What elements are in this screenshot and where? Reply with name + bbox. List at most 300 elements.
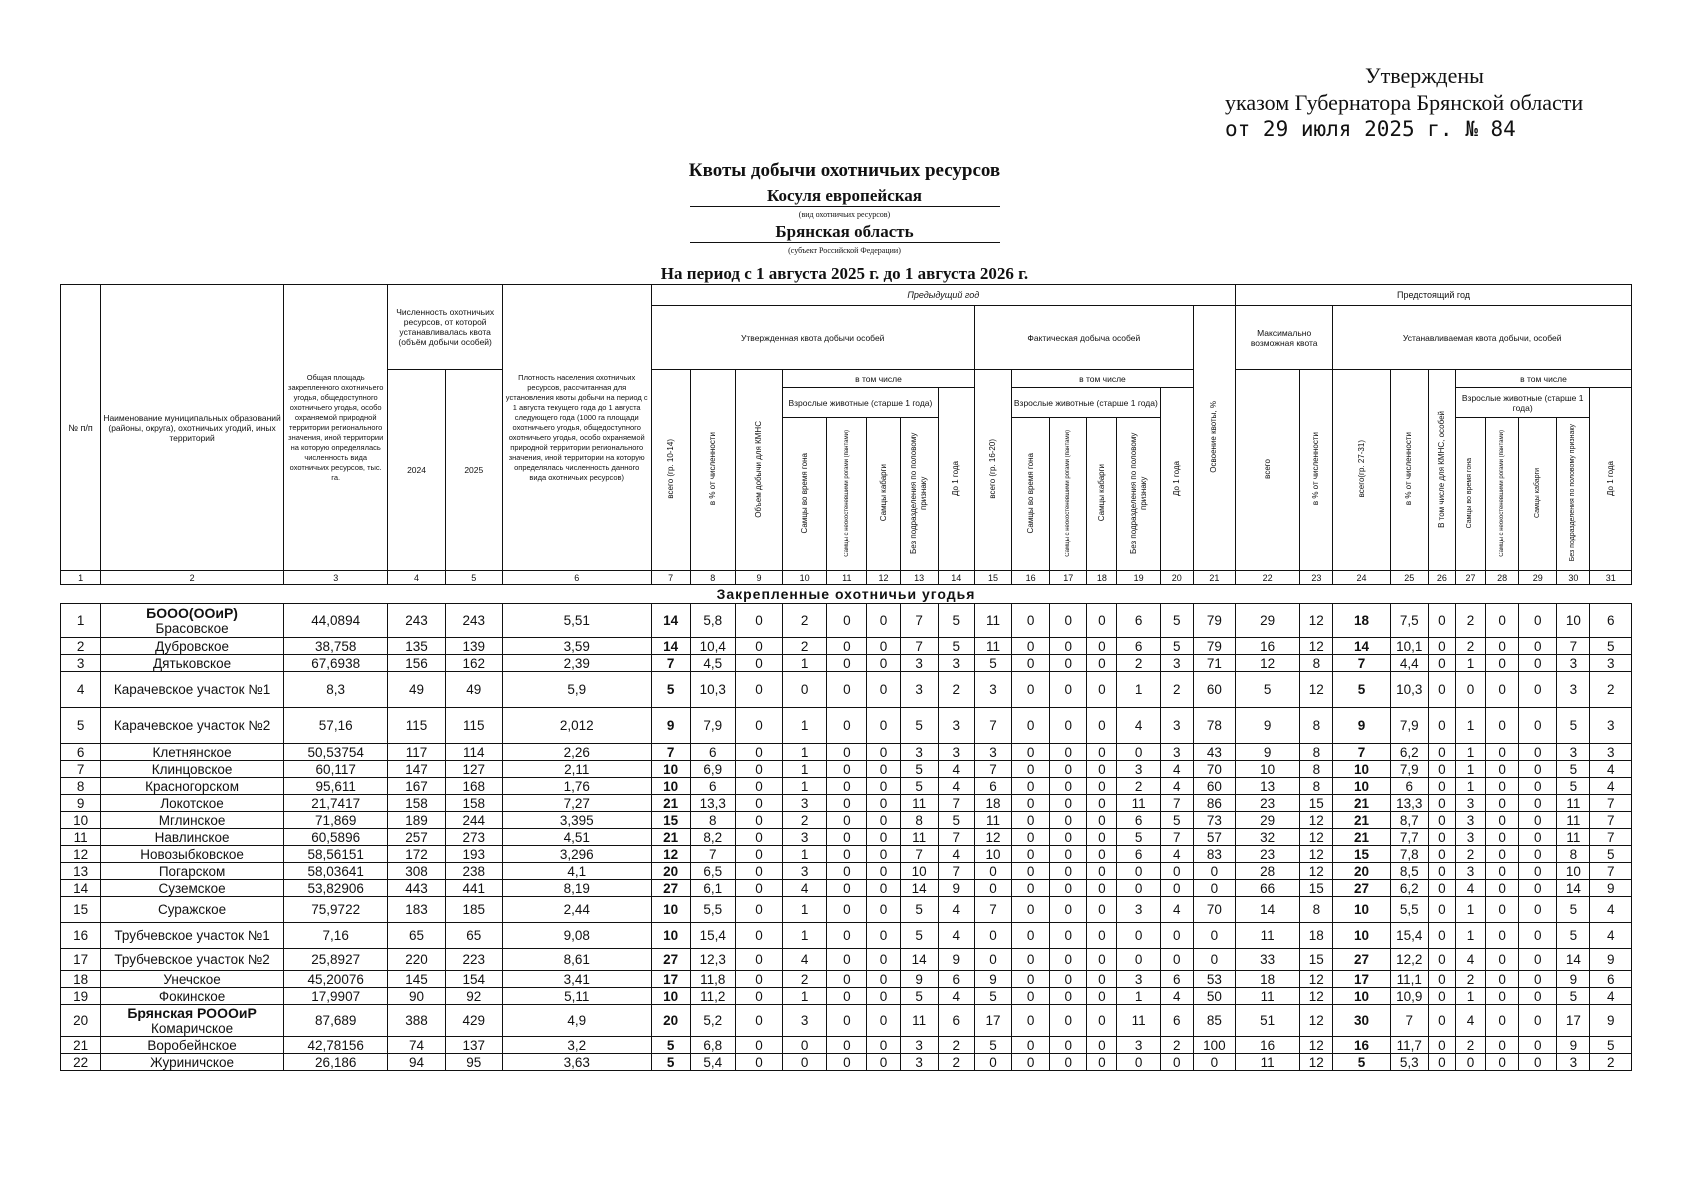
territory-name	[101, 761, 284, 778]
cell-col-4: 172	[388, 846, 445, 863]
cell-col-25: 8,7	[1390, 812, 1428, 829]
cell-col-29: 0	[1519, 1037, 1557, 1054]
cell-col-26: 0	[1428, 880, 1455, 897]
cell-col-28: 0	[1486, 949, 1519, 971]
cell-col-7: 21	[651, 829, 690, 846]
cell-col-21: 100	[1193, 1037, 1235, 1054]
cell-col-16: 0	[1012, 897, 1050, 923]
cell-col-3: 50,53754	[283, 744, 387, 761]
column-number: 16	[1012, 571, 1050, 585]
cell-col-12: 0	[867, 949, 900, 971]
cell-col-7: 10	[651, 761, 690, 778]
prev-year-header: Предыдущий год	[651, 285, 1235, 306]
cell-col-9: 0	[735, 744, 782, 761]
territory-label: Клинцовское	[151, 761, 233, 777]
cell-col-3: 26,186	[283, 1054, 387, 1071]
cell-col-5: 244	[445, 812, 502, 829]
cell-col-24: 9	[1333, 708, 1390, 744]
territory-name	[101, 897, 284, 923]
c24-header: всего(гр. 27-31)	[1333, 370, 1390, 571]
cell-col-14: 2	[938, 672, 974, 708]
cell-col-31: 6	[1590, 971, 1632, 988]
cell-col-8: 6	[690, 744, 735, 761]
cell-col-14: 7	[938, 829, 974, 846]
cell-col-15: 7	[974, 708, 1011, 744]
cell-col-9: 0	[735, 846, 782, 863]
cell-col-18: 0	[1087, 638, 1117, 655]
cell-col-25: 10,9	[1390, 988, 1428, 1005]
cell-col-19: 3	[1117, 897, 1160, 923]
cell-col-24: 21	[1333, 812, 1390, 829]
cell-col-11: 0	[827, 880, 867, 897]
cell-col-18: 0	[1087, 1054, 1117, 1071]
cell-col-25: 10,1	[1390, 638, 1428, 655]
column-number: 20	[1160, 571, 1193, 585]
column-number: 22	[1235, 571, 1299, 585]
cell-col-1: 18	[61, 971, 101, 988]
cell-col-28: 0	[1486, 744, 1519, 761]
cell-col-5: 158	[445, 795, 502, 812]
cell-col-22: 23	[1235, 795, 1299, 812]
cell-col-21: 57	[1193, 829, 1235, 846]
cell-col-19: 6	[1117, 638, 1160, 655]
cell-col-23: 12	[1300, 812, 1333, 829]
document-title: Квоты добычи охотничьих ресурсов	[688, 160, 1001, 181]
cell-col-3: 87,689	[283, 1005, 387, 1037]
cell-col-23: 12	[1300, 829, 1333, 846]
cell-col-21: 78	[1193, 708, 1235, 744]
cell-col-3: 21,7417	[283, 795, 387, 812]
cell-col-1: 5	[61, 708, 101, 744]
cell-col-25: 7,9	[1390, 708, 1428, 744]
cell-col-28: 0	[1486, 988, 1519, 1005]
cell-col-30: 9	[1557, 1037, 1590, 1054]
territory-label: Воробейнское	[147, 1037, 237, 1053]
table-row	[61, 655, 1632, 672]
cell-col-8: 6,1	[690, 880, 735, 897]
column-number: 2	[101, 571, 284, 585]
table-row	[61, 708, 1632, 744]
cell-col-10: 1	[783, 744, 827, 761]
cell-col-15: 11	[974, 604, 1011, 638]
cell-col-20: 4	[1160, 897, 1193, 923]
cell-col-31: 9	[1590, 880, 1632, 897]
cell-col-15: 0	[974, 880, 1011, 897]
cell-col-15: 0	[974, 923, 1011, 949]
cell-col-8: 8	[690, 812, 735, 829]
cell-col-5: 114	[445, 744, 502, 761]
cell-col-16: 0	[1012, 638, 1050, 655]
cell-col-4: 257	[388, 829, 445, 846]
cell-col-6: 9,08	[502, 923, 651, 949]
cell-col-10: 0	[783, 672, 827, 708]
cell-col-17: 0	[1050, 655, 1087, 672]
table-row	[61, 812, 1632, 829]
cell-col-30: 8	[1557, 846, 1590, 863]
column-number: 12	[867, 571, 900, 585]
cell-col-20: 3	[1160, 744, 1193, 761]
cell-col-14: 3	[938, 744, 974, 761]
cell-col-19: 2	[1117, 655, 1160, 672]
cell-col-29: 0	[1519, 812, 1557, 829]
territory-name	[101, 829, 284, 846]
cell-col-9: 0	[735, 829, 782, 846]
cell-col-14: 5	[938, 604, 974, 638]
cell-col-14: 2	[938, 1037, 974, 1054]
cell-col-7: 5	[651, 1054, 690, 1071]
section-row	[61, 585, 1632, 604]
cell-col-23: 15	[1300, 795, 1333, 812]
cell-col-23: 12	[1300, 672, 1333, 708]
cell-col-24: 27	[1333, 880, 1390, 897]
column-number: 26	[1428, 571, 1455, 585]
cell-col-20: 7	[1160, 829, 1193, 846]
adults-header-c: Взрослые животные (старше 1 года)	[1455, 388, 1590, 418]
territory-label: Трубчевское участок №1	[114, 928, 270, 943]
cell-col-27: 2	[1455, 1037, 1485, 1054]
cell-col-18: 0	[1087, 778, 1117, 795]
cell-col-20: 4	[1160, 778, 1193, 795]
next-year-header: Предстоящий год	[1235, 285, 1631, 306]
territory-label: Суземское	[158, 880, 226, 896]
cell-col-19: 5	[1117, 829, 1160, 846]
column-number: 15	[974, 571, 1011, 585]
cell-col-27: 1	[1455, 655, 1485, 672]
cell-col-17: 0	[1050, 949, 1087, 971]
c11-header: Самцы с неокостеневшими рогами (пантами)	[827, 418, 867, 571]
cell-col-24: 27	[1333, 949, 1390, 971]
cell-col-6: 3,63	[502, 1054, 651, 1071]
cell-col-5: 92	[445, 988, 502, 1005]
territory-label: Унечское	[163, 971, 221, 987]
cell-col-4: 158	[388, 795, 445, 812]
cell-col-30: 10	[1557, 604, 1590, 638]
cell-col-15: 12	[974, 829, 1011, 846]
cell-col-12: 0	[867, 988, 900, 1005]
table-row	[61, 744, 1632, 761]
cell-col-23: 15	[1300, 880, 1333, 897]
cell-col-12: 0	[867, 655, 900, 672]
cell-col-24: 10	[1333, 778, 1390, 795]
cell-col-23: 12	[1300, 863, 1333, 880]
table-row	[61, 761, 1632, 778]
cell-col-10: 1	[783, 897, 827, 923]
cell-col-17: 0	[1050, 863, 1087, 880]
cell-col-14: 6	[938, 1005, 974, 1037]
c18-header: Самцы кабарги	[1087, 418, 1117, 571]
cell-col-30: 3	[1557, 744, 1590, 761]
cell-col-21: 0	[1193, 863, 1235, 880]
cell-col-14: 4	[938, 846, 974, 863]
cell-col-13: 3	[900, 744, 938, 761]
territory-name	[101, 604, 284, 638]
cell-col-24: 30	[1333, 1005, 1390, 1037]
cell-col-27: 0	[1455, 672, 1485, 708]
cell-col-22: 16	[1235, 1037, 1299, 1054]
cell-col-7: 7	[651, 744, 690, 761]
cell-col-27: 1	[1455, 744, 1485, 761]
cell-col-9: 0	[735, 988, 782, 1005]
cell-col-6: 8,19	[502, 880, 651, 897]
cell-col-7: 14	[651, 604, 690, 638]
cell-col-25: 7,9	[1390, 761, 1428, 778]
cell-col-15: 11	[974, 638, 1011, 655]
cell-col-6: 7,27	[502, 795, 651, 812]
territory-label: Локотское	[160, 795, 224, 811]
cell-col-5: 162	[445, 655, 502, 672]
cell-col-24: 10	[1333, 761, 1390, 778]
incl-header-b: в том числе	[1012, 370, 1194, 388]
cell-col-22: 9	[1235, 744, 1299, 761]
cell-col-16: 0	[1012, 778, 1050, 795]
cell-col-31: 5	[1590, 846, 1632, 863]
c7-header: всего (гр. 10-14)	[651, 370, 690, 571]
cell-col-7: 10	[651, 988, 690, 1005]
territory-label: Брасовское	[155, 621, 229, 636]
cell-col-12: 0	[867, 863, 900, 880]
cell-col-14: 3	[938, 708, 974, 744]
territory-name	[101, 672, 284, 708]
cell-col-19: 6	[1117, 604, 1160, 638]
cell-col-14: 4	[938, 761, 974, 778]
cell-col-6: 5,11	[502, 988, 651, 1005]
cell-col-7: 27	[651, 949, 690, 971]
cell-col-5: 65	[445, 923, 502, 949]
cell-col-31: 7	[1590, 829, 1632, 846]
territory-label: Карачевское участок №1	[113, 682, 271, 697]
cell-col-13: 3	[900, 655, 938, 672]
cell-col-26: 0	[1428, 863, 1455, 880]
cell-col-8: 8,2	[690, 829, 735, 846]
cell-col-12: 0	[867, 971, 900, 988]
cell-col-10: 1	[783, 923, 827, 949]
cell-col-20: 5	[1160, 812, 1193, 829]
cell-col-21: 86	[1193, 795, 1235, 812]
cell-col-18: 0	[1087, 795, 1117, 812]
cell-col-24: 20	[1333, 863, 1390, 880]
cell-col-26: 0	[1428, 778, 1455, 795]
cell-col-21: 0	[1193, 880, 1235, 897]
cell-col-17: 0	[1050, 829, 1087, 846]
column-number: 4	[388, 571, 445, 585]
cell-col-8: 6,9	[690, 761, 735, 778]
cell-col-21: 43	[1193, 744, 1235, 761]
cell-col-4: 156	[388, 655, 445, 672]
cell-col-15: 9	[974, 971, 1011, 988]
cell-col-12: 0	[867, 1005, 900, 1037]
cell-col-30: 14	[1557, 949, 1590, 971]
territory-label: Погарском	[158, 863, 226, 879]
cell-col-25: 5,3	[1390, 1054, 1428, 1071]
territory-name	[101, 949, 284, 971]
cell-col-18: 0	[1087, 988, 1117, 1005]
table-row	[61, 638, 1632, 655]
cell-col-25: 7,8	[1390, 846, 1428, 863]
cell-col-16: 0	[1012, 1037, 1050, 1054]
cell-col-12: 0	[867, 795, 900, 812]
cell-col-25: 4,4	[1390, 655, 1428, 672]
cell-col-1: 6	[61, 744, 101, 761]
cell-col-7: 7	[651, 655, 690, 672]
cell-col-3: 60,117	[283, 761, 387, 778]
period-label: На период с 1 августа 2025 г. до 1 августа 2026 г.	[660, 264, 1029, 283]
territory-name	[101, 1005, 284, 1037]
cell-col-18: 0	[1087, 897, 1117, 923]
cell-col-30: 5	[1557, 897, 1590, 923]
cell-col-14: 4	[938, 988, 974, 1005]
cell-col-20: 3	[1160, 655, 1193, 672]
table-row	[61, 988, 1632, 1005]
cell-col-17: 0	[1050, 971, 1087, 988]
column-number: 6	[502, 571, 651, 585]
cell-col-9: 0	[735, 1037, 782, 1054]
column-number: 30	[1557, 571, 1590, 585]
cell-col-4: 94	[388, 1054, 445, 1071]
cell-col-30: 5	[1557, 988, 1590, 1005]
cell-col-23: 12	[1300, 846, 1333, 863]
cell-col-3: 38,758	[283, 638, 387, 655]
cell-col-15: 0	[974, 1054, 1011, 1071]
cell-col-12: 0	[867, 846, 900, 863]
cell-col-23: 8	[1300, 744, 1333, 761]
cell-col-6: 5,51	[502, 604, 651, 638]
cell-col-3: 71,869	[283, 812, 387, 829]
cell-col-31: 4	[1590, 778, 1632, 795]
column-number: 19	[1117, 571, 1160, 585]
cell-col-4: 308	[388, 863, 445, 880]
cell-col-29: 0	[1519, 1054, 1557, 1071]
cell-col-26: 0	[1428, 1054, 1455, 1071]
cell-col-25: 7	[1390, 1005, 1428, 1037]
cell-col-30: 10	[1557, 863, 1590, 880]
cell-col-15: 11	[974, 812, 1011, 829]
cell-col-23: 12	[1300, 1037, 1333, 1054]
cell-col-9: 0	[735, 761, 782, 778]
cell-col-20: 6	[1160, 1005, 1193, 1037]
cell-col-7: 17	[651, 971, 690, 988]
cell-col-4: 243	[388, 604, 445, 638]
cell-col-25: 6,2	[1390, 744, 1428, 761]
cell-col-5: 441	[445, 880, 502, 897]
territory-name	[101, 863, 284, 880]
cell-col-3: 75,9722	[283, 897, 387, 923]
cell-col-23: 8	[1300, 761, 1333, 778]
cell-col-20: 5	[1160, 638, 1193, 655]
cell-col-1: 9	[61, 795, 101, 812]
cell-col-14: 3	[938, 655, 974, 672]
cell-col-30: 5	[1557, 923, 1590, 949]
cell-col-1: 19	[61, 988, 101, 1005]
territory-name	[101, 812, 284, 829]
cell-col-28: 0	[1486, 880, 1519, 897]
cell-col-8: 5,5	[690, 897, 735, 923]
cell-col-27: 1	[1455, 988, 1485, 1005]
approved-quota-header: Утвержденная квота добычи особей	[651, 306, 974, 370]
cell-col-6: 3,41	[502, 971, 651, 988]
cell-col-21: 73	[1193, 812, 1235, 829]
incl-header-c: в том числе	[1455, 370, 1631, 388]
cell-col-8: 6,8	[690, 1037, 735, 1054]
cell-col-11: 0	[827, 988, 867, 1005]
cell-col-7: 10	[651, 778, 690, 795]
cell-col-31: 2	[1590, 672, 1632, 708]
cell-col-8: 11,2	[690, 988, 735, 1005]
cell-col-28: 0	[1486, 846, 1519, 863]
year-2025-header: 2025	[445, 370, 502, 571]
cell-col-13: 3	[900, 672, 938, 708]
cell-col-12: 0	[867, 744, 900, 761]
cell-col-8: 15,4	[690, 923, 735, 949]
cell-col-8: 7	[690, 846, 735, 863]
cell-col-17: 0	[1050, 708, 1087, 744]
cell-col-17: 0	[1050, 812, 1087, 829]
cell-col-28: 0	[1486, 1054, 1519, 1071]
cell-col-5: 185	[445, 897, 502, 923]
table-row	[61, 795, 1632, 812]
cell-col-23: 12	[1300, 971, 1333, 988]
cell-col-13: 11	[900, 829, 938, 846]
cell-col-4: 443	[388, 880, 445, 897]
cell-col-20: 0	[1160, 949, 1193, 971]
cell-col-28: 0	[1486, 795, 1519, 812]
cell-col-12: 0	[867, 638, 900, 655]
region-name: Брянская область	[0, 222, 1689, 243]
cell-col-18: 0	[1087, 672, 1117, 708]
cell-col-7: 27	[651, 880, 690, 897]
cell-col-15: 3	[974, 744, 1011, 761]
cell-col-10: 0	[783, 1037, 827, 1054]
cell-col-21: 50	[1193, 988, 1235, 1005]
table-row	[61, 1054, 1632, 1071]
cell-col-28: 0	[1486, 1037, 1519, 1054]
cell-col-8: 10,4	[690, 638, 735, 655]
cell-col-1: 16	[61, 923, 101, 949]
territory-label: Комаричское	[151, 1021, 234, 1036]
cell-col-11: 0	[827, 638, 867, 655]
cell-col-1: 10	[61, 812, 101, 829]
cell-col-3: 17,9907	[283, 988, 387, 1005]
cell-col-31: 2	[1590, 1054, 1632, 1071]
cell-col-11: 0	[827, 672, 867, 708]
cell-col-24: 15	[1333, 846, 1390, 863]
cell-col-22: 12	[1235, 655, 1299, 672]
cell-col-17: 0	[1050, 1054, 1087, 1071]
cell-col-9: 0	[735, 863, 782, 880]
approval-line-1: Утверждены	[1365, 63, 1484, 88]
cell-col-29: 0	[1519, 923, 1557, 949]
cell-col-13: 7	[900, 638, 938, 655]
cell-col-11: 0	[827, 1005, 867, 1037]
cell-col-28: 0	[1486, 672, 1519, 708]
c12-header: Самцы кабарги	[867, 418, 900, 571]
cell-col-6: 3,395	[502, 812, 651, 829]
cell-col-5: 273	[445, 829, 502, 846]
cell-col-16: 0	[1012, 708, 1050, 744]
cell-col-24: 5	[1333, 1054, 1390, 1071]
c23-header: в % от численности	[1300, 370, 1333, 571]
cell-col-19: 0	[1117, 744, 1160, 761]
cell-col-26: 0	[1428, 988, 1455, 1005]
cell-col-9: 0	[735, 1005, 782, 1037]
cell-col-10: 1	[783, 846, 827, 863]
cell-col-23: 8	[1300, 655, 1333, 672]
cell-col-19: 6	[1117, 812, 1160, 829]
cell-col-31: 4	[1590, 988, 1632, 1005]
territory-name	[101, 923, 284, 949]
cell-col-23: 8	[1300, 778, 1333, 795]
cell-col-16: 0	[1012, 1054, 1050, 1071]
cell-col-21: 70	[1193, 897, 1235, 923]
